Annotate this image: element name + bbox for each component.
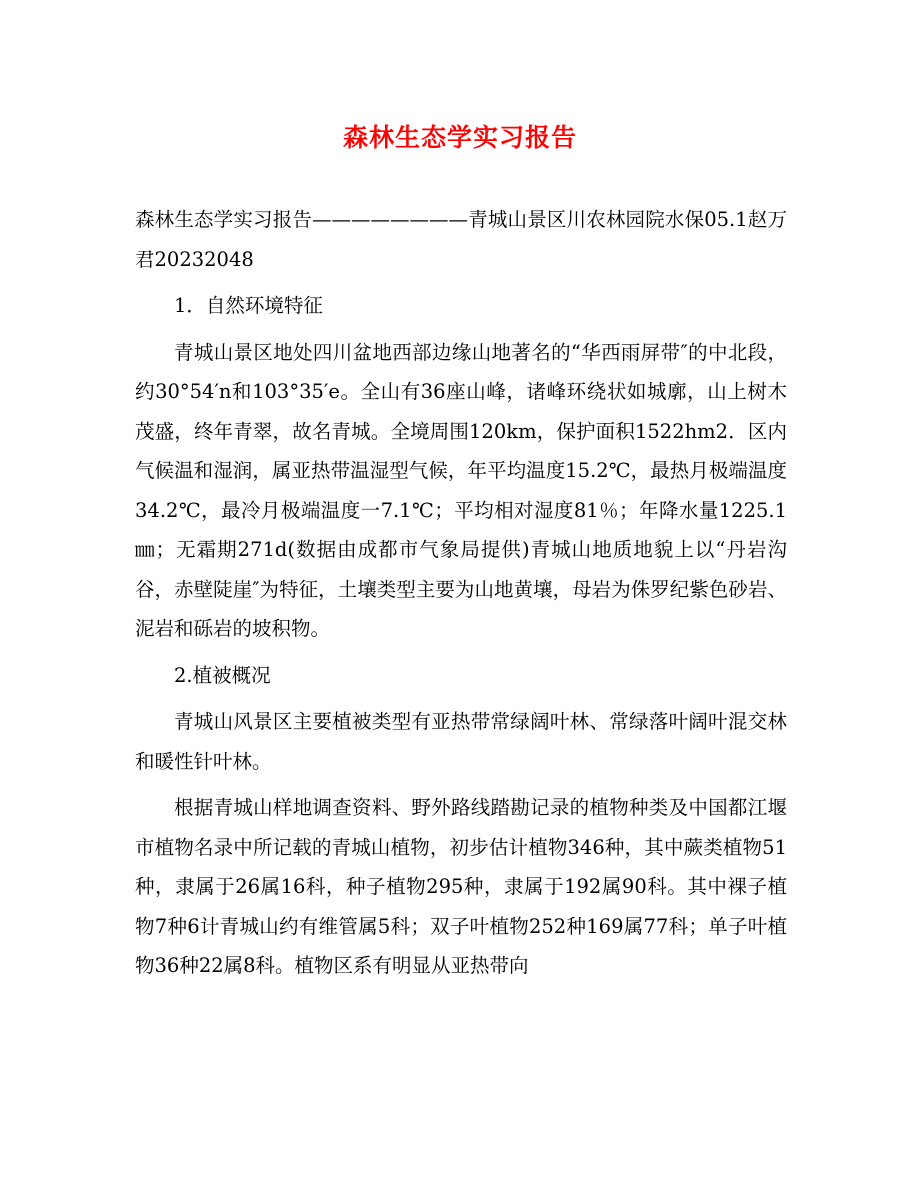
report-header-paragraph: 森林生态学实习报告————————青城山景区川农林园院水保05.1赵万君20232048 <box>135 208 787 271</box>
vegetation-types-paragraph: 青城山风景区主要植被类型有亚热带常绿阔叶林、常绿落叶阔叶混交林和暖性针叶林。 <box>135 710 787 773</box>
section-heading-natural-environment: 1．自然环境特征 <box>174 294 323 317</box>
natural-environment-paragraph: 青城山景区地处四川盆地西部边缘山地著名的“华西雨屏带″的中北段，约30°54′n和103°35′e。全山有36座山峰，诸峰环绕状如城廓，山上树木茂盛，终年青翠，故名青城。全境周围120km，保护面积1522hm2．区内气候温和湿润，属亚热带温湿型气候，年平均温度15.2℃，最热月极端温度34.2℃，最冷月极端温度一7.1℃；平均相对湿度81％；年降水量1225.1㎜；无霜期271d(数据由成都市气象局提供)青城山地质地貌上以“丹岩沟谷，赤壁陡崖″为特征，土壤类型主要为山地黄壤，母岩为侏罗纪紫色砂岩、泥岩和砾岩的坡积物。 <box>135 340 787 640</box>
document-title: 森林生态学实习报告 <box>342 123 577 152</box>
plant-species-paragraph: 根据青城山样地调查资料、野外路线踏勘记录的植物种类及中国都江堰市植物名录中所记载的青城山植物，初步估计植物346种，其中蕨类植物51种，隶属于26属16科，种子植物295种，隶属于192属90科。其中裸子植物7种6计青城山约有维管属5科；双子叶植物252种169属77科；单子叶植物36种22属8科。植物区系有明显从亚热带向 <box>135 796 787 977</box>
section-heading-vegetation: 2.植被概况 <box>174 663 271 687</box>
document-body <box>135 200 787 986</box>
